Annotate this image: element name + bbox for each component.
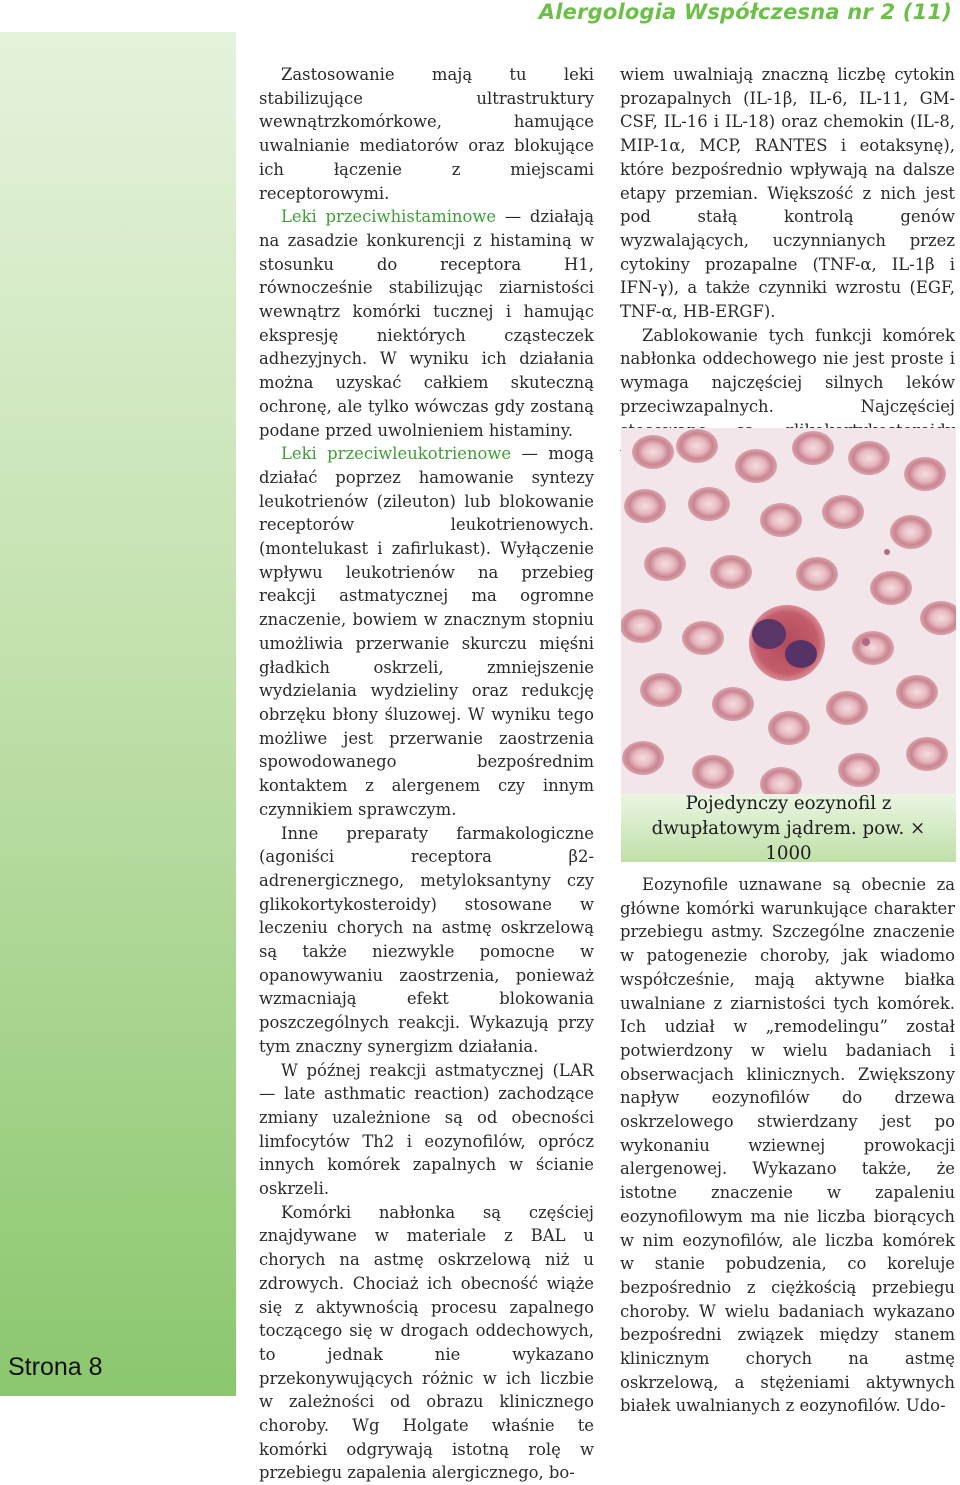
sidebar	[0, 32, 236, 1396]
paragraph: wiem uwalniają znaczną liczbę cytokin prozapalnych (IL-1β, IL-6, IL-11, GM-CSF, IL-16 i IL-18) oraz chemokin (IL-8, MIP-1α, MCP, RANTES i eotaksynę), które bezpośrednio wpływają na dalsze etapy przemian. Większość z nich jest pod stałą kontrolą genów wyzwalających, uczynnianych przez cytokiny prozapalne (TNF-α, IL-1β i IFN-γ), a także czynniki wzrostu (EGF, TNF-α, HB-ERGF).	[620, 65, 955, 322]
eosinophil-cell	[749, 605, 825, 681]
paragraph: Zablokowanie tych funkcji komórek nabłonka oddechowego nie jest proste i wymaga najczęściej silnych leków przeciwzapalnych. Najczęściej	[620, 325, 955, 416]
caption-text: Pojedynczy eozynofil z dwupłatowym jądrem. pow. × 1000	[651, 792, 926, 864]
paragraph: W późnej reakcji astmatycznej (LAR — late asthmatic reaction) zachodzące zmiany uzależnione są od obecności limfocytów Th2 i eozynofilów, oprócz innych komórek zapalnych w ścianie oskrzeli.	[259, 1060, 594, 1199]
term-highlight: Leki przeciwhistaminowe	[281, 207, 497, 227]
eosinophil-micrograph	[621, 428, 956, 794]
paragraph-text: — działają na zasadzie konkurencji z histaminą w stosunku do receptora H1, równocześnie stabilizując ziarnistości wewnątrz komórki tucznej i hamując ekspresję niektórych cząsteczek adhezyjnych. W wyniku ich działania można uzyskać całkiem skuteczną ochronę, ale tylko wówczas gdy zostaną podane przed uwolnieniem histaminy.	[259, 207, 594, 440]
term-highlight: Leki przeciwleukotrienowe	[281, 444, 512, 464]
figure-caption	[621, 794, 956, 862]
paragraph: Eozynofile uznawane są obecnie za główne komórki warunkujące charakter przebiegu astmy. Szczególne znaczenie w patogenezie choroby, jak wiadomo współcześnie, mają aktywne białka uwalniane z ziarnistości tych komórek. Ich udział w „remodelingu” został potwierdzony w wielu badaniach i obserwacjach klinicznych. Zwiększony napływ eozynofilów do drzewa oskrzelowego stwierdzany jest po wykonaniu wziewnej prowokacji alergenowej. Wykazano także, że istotne znaczenie w zapaleniu eozynofilowym ma nie liczba biorących w nim eozynofilów, ale liczba komórek w stanie pobudzenia, co koreluje bezpośrednio z ciężkością przebiegu choroby. W wielu badaniach wykazano bezpośredni związek między stanem klinicznym chorych na astmę oskrzelową, a stężeniami aktywnych białek uwalnianych z eozynofilów. Udo-	[620, 875, 955, 1416]
text-column-3	[620, 873, 955, 1418]
paragraph: Komórki nabłonka są częściej znajdywane w materiale z BAL u chorych na astmę oskrzelową niż u zdrowych. Chociaż ich obecność wiąże się z aktywnością procesu zapalnego toczącego się w drogach oddechowych, to jednak nie wykazano przekonywujących różnic w ich liczbie w zależności od obrazu klinicznego choroby. Wg Holgate właśnie te komórki odgrywają istotną rolę w przebiegu zapalenia alergicznego, bo-	[259, 1202, 594, 1483]
text-column-1	[259, 63, 594, 1485]
micrograph-image	[621, 428, 956, 794]
journal-title: Alergologia Współczesna nr 2 (11)	[538, 0, 952, 24]
paragraph	[259, 442, 594, 821]
page-number: Strona 8	[8, 1353, 103, 1381]
paragraph-text: — mogą działać poprzez hamowanie syntezy leukotrienów (zileuton) lub blokowanie receptorów leukotrienowych. (montelukast i zafirlukast). Wyłączenie wpływu leukotrienów na przebieg reakcji astmatycznej ma ogromne znaczenie, bowiem w znacznym stopniu umożliwia przerwanie skurczu mięśni gładkich oskrzeli, zmniejszenie wydzielania wydzieliny oraz redukcję obrzęku błony śluzowej. W wyniku tego możliwe jest przerwanie zaostrzenia spowodowanego bezpośrednim kontaktem z alergenem czy innym czynnikiem sprawczym.	[259, 444, 594, 819]
paragraph: Zastosowanie mają tu leki stabilizujące ultrastruktury wewnątrzkomórkowe, hamujące uwalnianie mediatorów oraz blokujące ich łączenie z miejscami receptorowymi.	[259, 65, 594, 203]
paragraph: Inne preparaty farmakologiczne (agoniści receptora β2-adrenergicznego, metyloksantyny czy glikokortykosteroidy) stosowane w leczeniu chorych na astmę oskrzelową są także niezwykle pomocne w opanowywaniu zaostrzenia, ponieważ wzmacniają efekt blokowania poszczególnych reakcji. Wykazują przy tym znaczny synergizm działania.	[259, 823, 594, 1056]
paragraph	[259, 205, 594, 442]
text-column-2	[620, 63, 955, 466]
